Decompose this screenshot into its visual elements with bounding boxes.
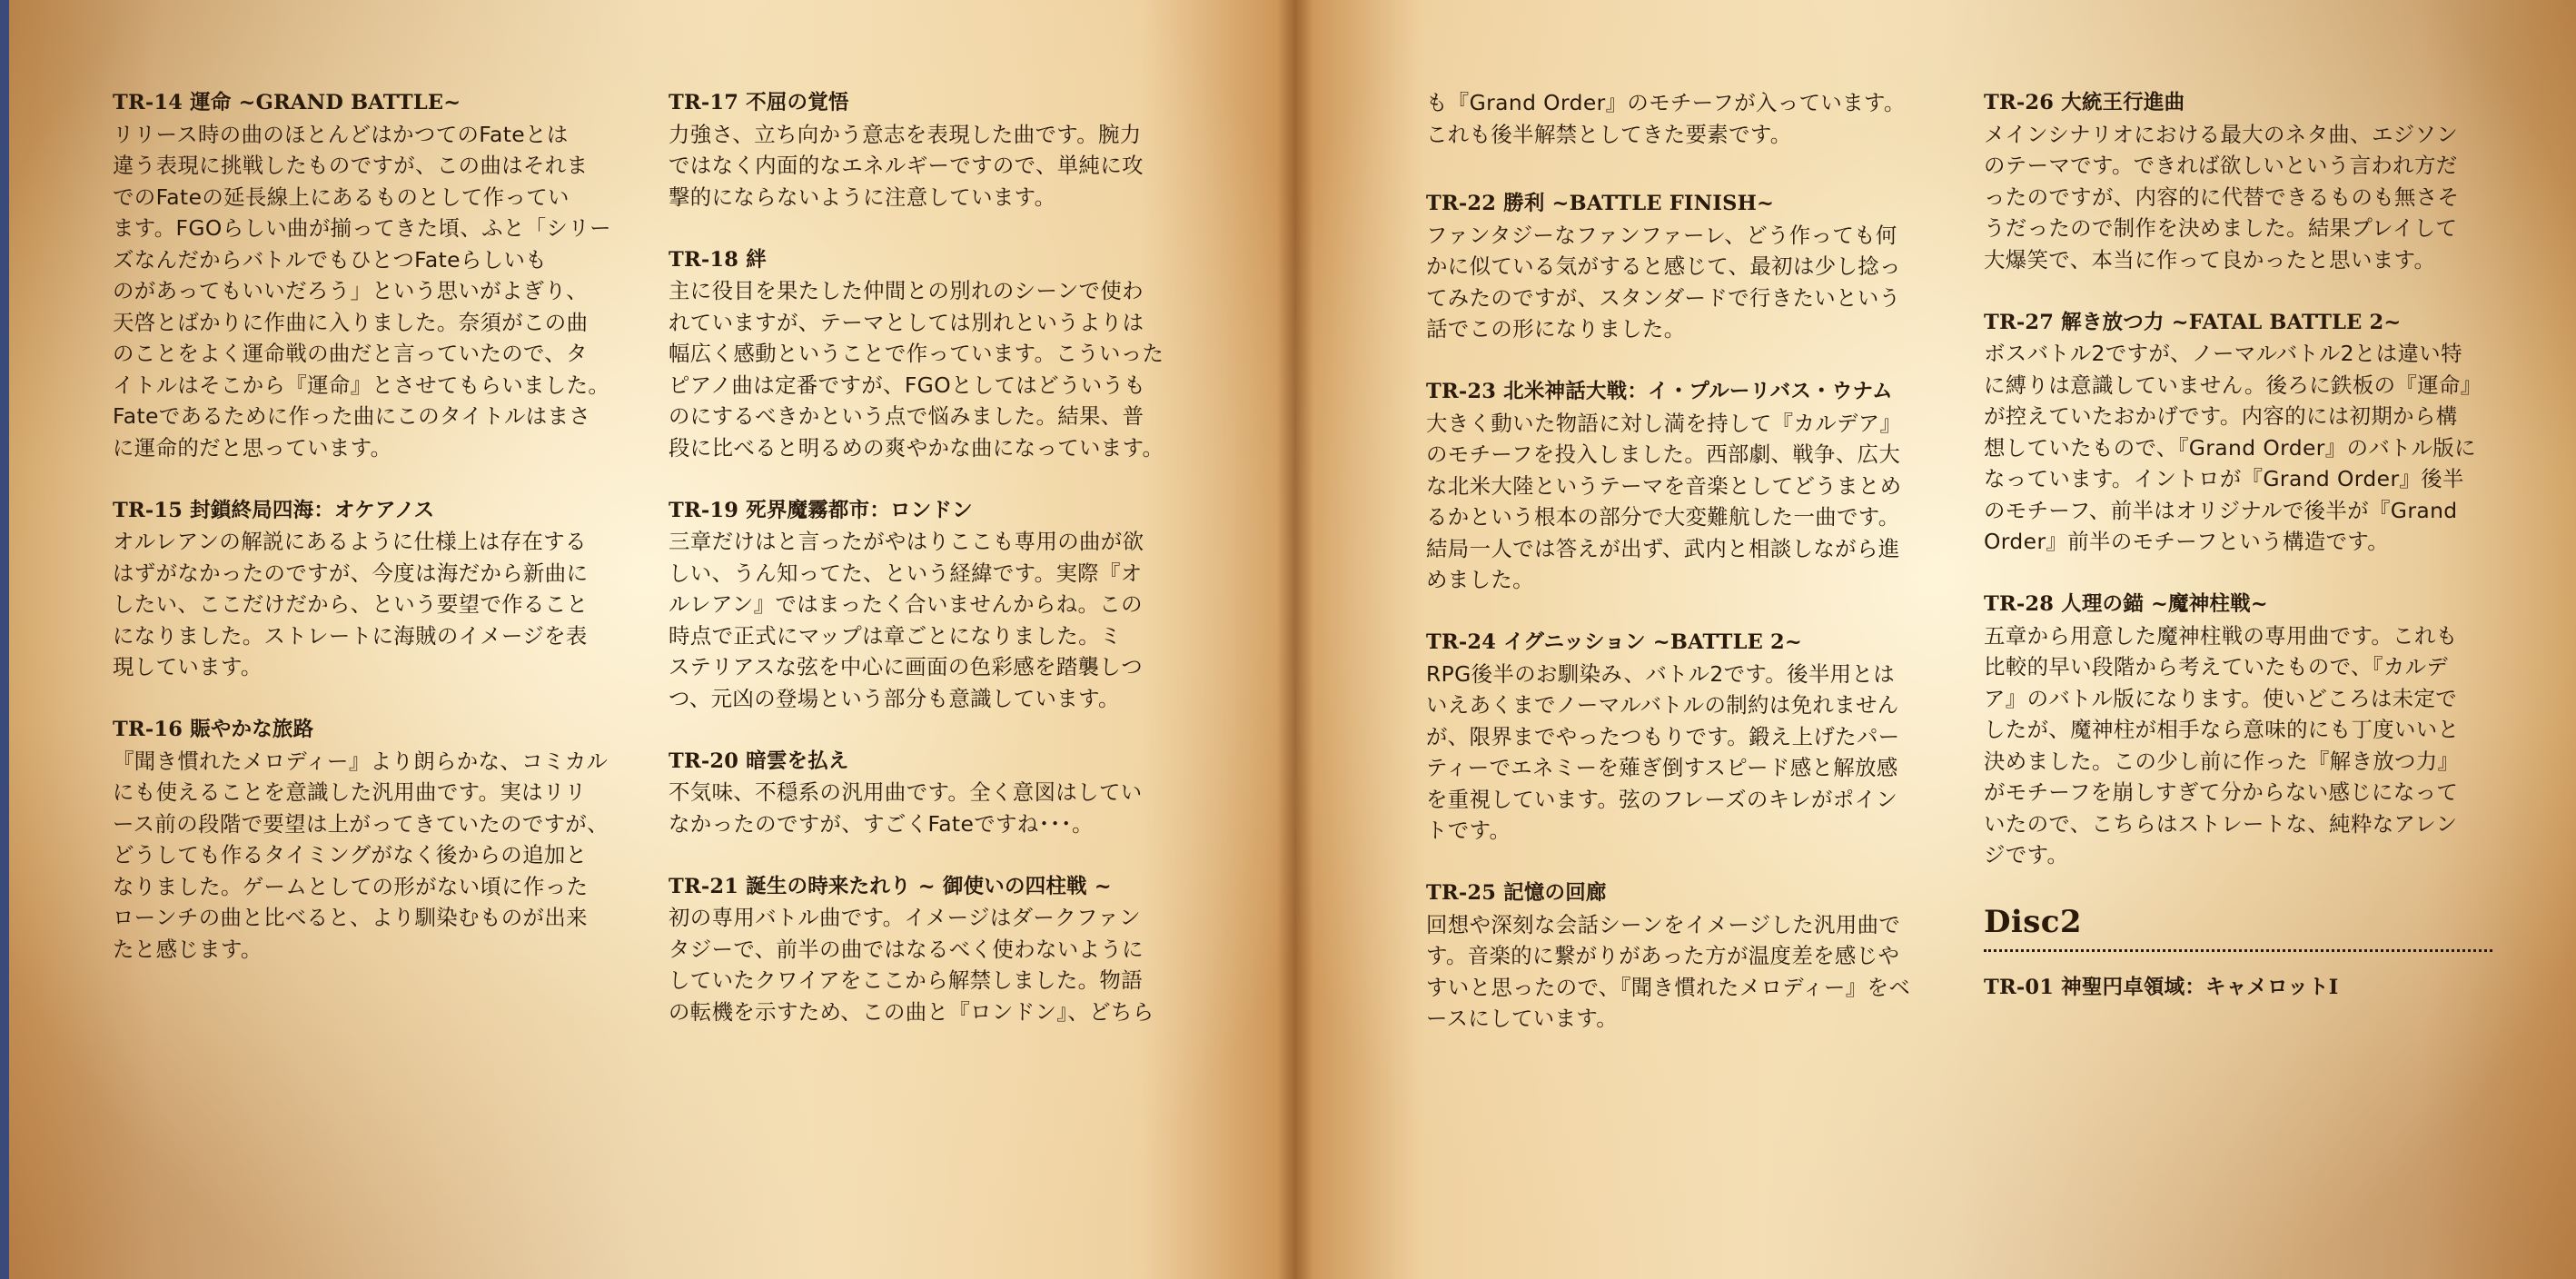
body-line: ズなんだからバトルでもひとつFateらしいも [113, 246, 548, 273]
body-line: メインシナリオにおける最大のネタ曲、エジソン [1984, 121, 2459, 147]
body-line: れていますが、テーマとしては別れというよりは [669, 309, 1144, 335]
body-line: のモチーフを投入しました。西部劇、戦争、広大 [1426, 441, 1901, 467]
body-line: いえあくまでノーマルバトルの制約は免れません [1426, 692, 1899, 718]
track-entry [1426, 376, 1971, 596]
body-line: 結局一人では答えが出ず、武内と相談しながら進 [1426, 535, 1900, 561]
body-line: いたので、こちらはストレートな、純粋なアレン [1984, 810, 2458, 837]
body-line: 話でこの形になりました。 [1426, 316, 1686, 342]
body-line: ローンチの曲と比べると、より馴染むものが出来 [113, 905, 588, 930]
track-entry [113, 495, 621, 683]
spine-edge [0, 0, 9, 1279]
body-line: 回想や深刻な会話シーンをイメージした汎用曲で [1426, 911, 1901, 937]
body-line: な北米大陸というテーマを音楽としてどうまとめ [1426, 472, 1902, 499]
body-line: ア』のバトル版になります。使いどころは未定で [1984, 685, 2458, 711]
body-line: Order』前半のモチーフという構造です。 [1984, 529, 2390, 554]
track-title: TR-14 運命 ~GRAND BATTLE~ [113, 91, 461, 114]
body-line: すいと思ったので、『聞き慣れたメロディー』をベ [1426, 974, 1911, 1000]
body-line: イトルはそこから『運命』とさせてもらいました。 [113, 372, 610, 398]
body-line: 力強さ、立ち向かう意志を表現した曲です。腕力 [669, 121, 1142, 147]
body-line: タジーで、前半の曲ではなるべく使わないように [669, 936, 1144, 962]
body-line: していたクワイアをここから解禁しました。物語 [669, 967, 1143, 993]
track-title: TR-01 神聖円卓領域：キャメロットⅠ [1984, 976, 2339, 999]
body-line: Fateであるために作った曲にこのタイトルはまさ [113, 403, 591, 429]
body-line: 大きく動いた物語に対し満を持して『カルデア』 [1426, 410, 1902, 436]
column-3 [1426, 87, 1971, 1066]
track-entry [1984, 589, 2511, 871]
body-line: トです。 [1426, 818, 1511, 843]
body-line: ステリアスな弦を中心に画面の色彩感を踏襲しつ [669, 654, 1143, 679]
body-line: が控えていたおかげです。内容的には初期から構 [1984, 403, 2458, 429]
body-line: どうしても作るタイミングがなく後からの追加と [113, 842, 588, 868]
track-title: TR-20 暗雲を払え [669, 749, 849, 773]
right-page [1295, 0, 2576, 1279]
track-title: TR-18 絆 [669, 247, 767, 272]
body-line: ピアノ曲は定番ですが、FGOとしてはどういうも [669, 372, 1146, 398]
body-line: したが、魔神柱が相手なら意味的にも丁度いいと [1984, 717, 2460, 742]
track-entry [669, 87, 1177, 213]
body-line: 幅広く感動ということで作っています。こういった [669, 341, 1164, 366]
body-line: なかったのですが、すごくFateですね･･･。 [669, 810, 1094, 837]
track-title: TR-17 不屈の覚悟 [669, 91, 849, 114]
track-title: TR-22 勝利 ~BATTLE FINISH~ [1426, 192, 1775, 215]
column-4 [1984, 87, 2511, 1004]
body-line: 決めました。この少し前に作った『解き放つ力』 [1984, 748, 2460, 774]
track-continuation [1426, 87, 1971, 150]
body-line: RPG後半のお馴染み、バトル2です。後半用とは [1426, 660, 1896, 687]
track-entry [1984, 87, 2511, 275]
body-line: のモチーフ、前半はオリジナルで後半が『Grand [1984, 497, 2458, 523]
page-fold-shadow [1277, 0, 1313, 1279]
body-line: ではなく内面的なエネルギーですので、単純に攻 [669, 153, 1144, 178]
track-entry [1426, 188, 1971, 345]
track-entry [669, 495, 1177, 715]
body-line: 五章から用意した魔神柱戦の専用曲です。これも [1984, 622, 2458, 649]
track-entry [113, 87, 621, 463]
body-line: なりました。ゲームとしての形がない頃に作った [113, 873, 589, 899]
body-line: かに似ている気がすると感じて、最初は少し捻っ [1426, 253, 1901, 279]
body-line: も『Grand Order』のモチーフが入っています。 [1426, 90, 1906, 115]
body-line: てみたのですが、スタンダードで行きたいという [1426, 284, 1901, 311]
body-line: 不気味、不穏系の汎用曲です。全く意図はしてい [669, 779, 1143, 805]
body-line: 撃的にならないように注意しています。 [669, 183, 1056, 210]
body-line: リリース時の曲のほとんどはかつてのFateとは [113, 121, 569, 147]
body-line: したい、ここだけだから、という要望で作ること [113, 591, 589, 617]
body-line: しい、うん知ってた、という経緯です。実際『オ [669, 560, 1143, 586]
track-title: TR-21 誕生の時来たれり ~ 御使いの四柱戦 ~ [669, 874, 1112, 898]
body-line: ファンタジーなファンファーレ、どう作っても何 [1426, 222, 1897, 248]
body-line: 天啓とばかりに作曲に入りました。奈須がこの曲 [113, 309, 589, 335]
column-3-tracks [1426, 188, 1971, 1035]
body-line: の転機を示すため、この曲と『ロンドン』、どちら [669, 998, 1154, 1025]
track-title: TR-16 賑やかな旅路 [113, 718, 314, 741]
track-entry [1426, 877, 1971, 1035]
track-title: TR-15 封鎖終局四海：オケアノス [113, 498, 435, 522]
body-line: ボスバトル2ですが、ノーマルバトル2とは違い特 [1984, 341, 2462, 366]
column-4-tracks [1984, 87, 2511, 871]
track-title: TR-25 記憶の回廊 [1426, 881, 1607, 905]
track-entry [1426, 627, 1971, 847]
body-line: のテーマです。できれば欲しいという言われ方だ [1984, 153, 2458, 178]
body-line: のことをよく運命戦の曲だと言っていたので、タ [113, 341, 588, 366]
column-2 [669, 87, 1177, 1059]
column-1 [113, 87, 621, 996]
body-line: これも後半解禁としてきた要素です。 [1426, 121, 1792, 147]
track-entry [113, 714, 621, 965]
body-line: 比較的早い段階から考えていたもので、『カルデ [1984, 654, 2449, 679]
body-line: ルレアン』ではまったく合いませんからね。この [669, 591, 1143, 617]
track-title: TR-23 北米神話大戦：イ・プルーリバス・ウナム [1426, 380, 1893, 403]
track-title: TR-26 大統王行進曲 [1984, 91, 2185, 114]
body-line: 時点で正式にマップは章ごとになりました。ミ [669, 622, 1122, 649]
track-title: TR-28 人理の錨 ~魔神柱戦~ [1984, 592, 2268, 616]
body-line: 段に比べると明るめの爽やかな曲になっています。 [669, 434, 1164, 461]
body-line: ます。FGOらしい曲が揃ってきた頃、ふと「シリー [113, 215, 611, 241]
track-entry [669, 871, 1177, 1028]
body-line: 初の専用バトル曲です。イメージはダークファン [669, 905, 1141, 930]
body-line: 三章だけはと言ったがやはりここも専用の曲が欲 [669, 529, 1144, 554]
body-line: 違う表現に挑戦したものですが、この曲はそれま [113, 153, 589, 178]
body-line: になりました。ストレートに海賊のイメージを表 [113, 622, 588, 649]
dotted-divider [1984, 949, 2492, 952]
body-line: 主に役目を果たした仲間との別れのシーンで使わ [669, 278, 1144, 303]
body-line: 現しています。 [113, 654, 263, 679]
disc-heading: Disc2 [1984, 904, 2082, 940]
body-line: ース前の段階で要望は上がってきていたのですが、 [113, 810, 609, 837]
body-line: 大爆笑で、本当に作って良かったと思います。 [1984, 246, 2436, 273]
body-line: オルレアンの解説にあるように仕様上は存在する [113, 529, 587, 554]
body-line: なっています。イントロが『Grand Order』後半 [1984, 466, 2464, 491]
body-line: うだったので制作を決めました。結果プレイして [1984, 215, 2458, 241]
body-line: ースにしています。 [1426, 1006, 1619, 1031]
body-line: ったのですが、内容的に代替できるものも無さそ [1984, 183, 2460, 210]
track-entry [669, 244, 1177, 464]
body-line: ティーでエネミーを薙ぎ倒すスピード感と解放感 [1426, 755, 1898, 780]
body-line: つ、元凶の登場という部分も意識しています。 [669, 685, 1120, 711]
body-line: めました。 [1426, 567, 1534, 592]
body-line: のがあってもいいだろう」という思いがよぎり、 [113, 278, 589, 303]
track-title: TR-24 イグニッション ~BATTLE 2~ [1426, 630, 1802, 654]
track-entry [669, 746, 1177, 840]
body-line: す。音楽的に繋がりがあった方が温度差を感じや [1426, 943, 1900, 968]
track-title: TR-27 解き放つ力 ~FATAL BATTLE 2~ [1984, 310, 2402, 334]
body-line: にも使えることを意識した汎用曲です。実はリリ [113, 779, 587, 805]
body-line: ジです。 [1984, 842, 2069, 868]
body-line: 想していたもので、『Grand Order』のバトル版に [1984, 434, 2476, 461]
body-line: を重視しています。弦のフレーズのキレがポイン [1426, 786, 1898, 812]
body-line: のにするべきかという点で悩みました。結果、普 [669, 403, 1144, 429]
track-title: TR-19 死界魔霧都市：ロンドン [669, 498, 973, 522]
track-entry [1984, 307, 2511, 558]
body-line: でのFateの延長線上にあるものとして作ってい [113, 183, 570, 210]
body-line: がモチーフを崩しすぎて分からない感じになって [1984, 779, 2459, 805]
body-line: はずがなかったのですが、今度は海だから新曲に [113, 560, 589, 586]
body-line: るかという根本の部分で大変難航した一曲です。 [1426, 504, 1900, 530]
body-line: に運命的だと思っています。 [113, 434, 392, 461]
body-line: たと感じます。 [113, 936, 263, 962]
body-line: が、限界までやったつもりです。鍛え上げたパー [1426, 723, 1900, 749]
body-line: に縛りは意識していません。後ろに鉄板の『運命』 [1984, 372, 2482, 398]
body-line: 『聞き慣れたメロディー』より朗らかな、コミカル [113, 748, 609, 774]
